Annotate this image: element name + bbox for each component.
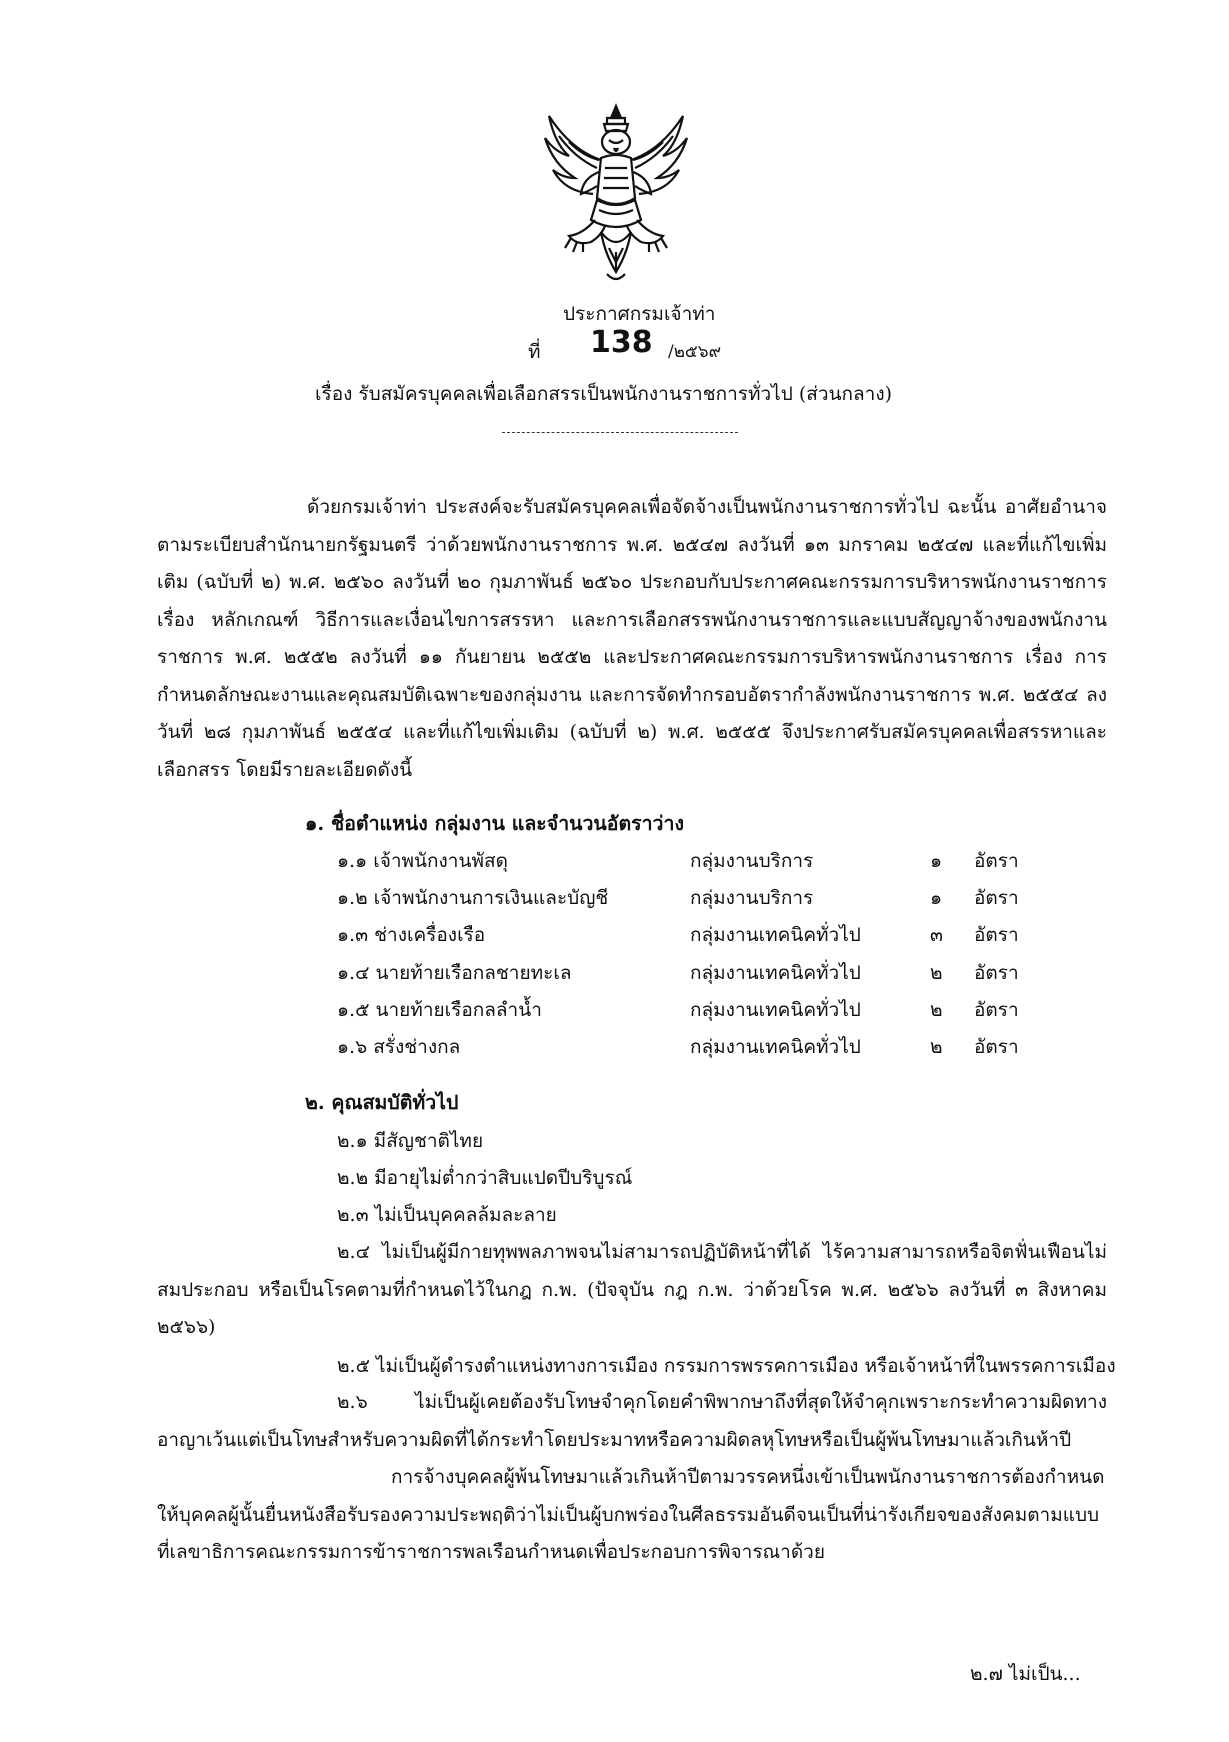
position-name: ๑.๓ ช่างเครื่องเรือ [337,924,486,946]
position-unit: อัตรา [974,924,1019,946]
position-count: ๑ [930,850,943,872]
position-name: ๑.๑ เจ้าพนักงานพัสดุ [337,850,508,872]
announcement-number: 138 [590,325,653,360]
position-count: ๓ [930,924,943,946]
continuation-marker: ๒.๗ ไม่เป็น... [970,1663,1081,1685]
position-row [0,849,1229,879]
intro-paragraph [157,489,1107,789]
position-group: กลุ่มงานบริการ [690,887,814,909]
position-unit: อัตรา [974,962,1019,984]
position-group: กลุ่มงานเทคนิคทั่วไป [690,924,861,946]
announcement-subject: เรื่อง รับสมัครบุคคลเพื่อเลือกสรรเป็นพนักงานราชการทั่วไป (ส่วนกลาง) [315,383,893,405]
position-unit: อัตรา [974,999,1019,1021]
position-count: ๒ [930,962,943,984]
position-row [0,923,1229,953]
position-row [0,1035,1229,1065]
position-name: ๑.๔ นายท้ายเรือกลชายทะเล [337,962,572,984]
position-group: กลุ่มงานเทคนิคทั่วไป [690,999,861,1021]
intro-text: ด้วยกรมเจ้าท่า ประสงค์จะรับสมัครบุคคลเพื่อจัดจ้างเป็นพนักงานราชการทั่วไป ฉะนั้น อาศัยอำนาจตามระเบียบสำนักนายกรัฐมนตรี ว่าด้วยพนักงานราชการ พ.ศ. ๒๕๔๗ ลงวันที่ ๑๓ มกราคม ๒๕๔๗ และที่แก้ไขเพิ่มเติม (ฉบับที่ ๒) พ.ศ. ๒๕๖๐ ลงวันที่ ๒๐ กุมภาพันธ์ ๒๕๖๐ ประกอบกับประกาศคณะกรรมการบริหารพนักงานราชการ เรื่อง หลักเกณฑ์ วิธีการและเงื่อนไขการสรรหา และการเลือกสรรพนักงานราชการและแบบสัญญาจ้างของพนักงานราชการ พ.ศ. ๒๕๕๒ ลงวันที่ ๑๑ กันยายน ๒๕๕๒ และประกาศคณะกรรมการบริหารพนักงานราชการ เรื่อง การกำหนดลักษณะงานและคุณสมบัติเฉพาะของกลุ่มงาน และการจัดทำกรอบอัตรากำลังพนักงานราชการ พ.ศ. ๒๕๕๔ ลงวันที่ ๒๘ กุมภาพันธ์ ๒๕๕๔ และที่แก้ไขเพิ่มเติม (ฉบับที่ ๒) พ.ศ. ๒๕๕๕ จึงประกาศรับสมัครบุคคลเพื่อสรรหาและเลือกสรร โดยมีรายละเอียดดังนี้ [157,496,1107,781]
position-name: ๑.๖ สรั่งช่างกล [337,1036,461,1058]
qualification-item: ๒.๓ ไม่เป็นบุคคลล้มละลาย [337,1204,557,1226]
announcement-year: /๒๕๖๙ [668,342,722,362]
position-count: ๑ [930,887,943,909]
position-unit: อัตรา [974,850,1019,872]
qualification-item: ๒.๖ ไม่เป็นผู้เคยต้องรับโทษจำคุกโดยคำพิพากษาถึงที่สุดให้จำคุกเพราะกระทำความผิดทางอาญาเว้นแต่เป็นโทษสำหรับความผิดที่ได้กระทำโดยประมาทหรือความผิดลหุโทษหรือเป็นผู้พ้นโทษมาแล้วเกินห้าปี [157,1391,1107,1451]
position-group: กลุ่มงานบริการ [690,850,814,872]
position-count: ๒ [930,999,943,1021]
qualification-item-block [157,1234,1107,1347]
position-row [0,998,1229,1028]
qualification-item: ๒.๑ มีสัญชาติไทย [337,1130,484,1152]
garuda-emblem-icon [541,102,691,292]
qualification-item: ๒.๒ มีอายุไม่ต่ำกว่าสิบแปดปีบริบูรณ์ [337,1167,633,1189]
position-group: กลุ่มงานเทคนิคทั่วไป [690,962,861,984]
position-count: ๒ [930,1036,943,1058]
qualification-item: ๒.๔ ไม่เป็นผู้มีกายทุพพลภาพจนไม่สามารถปฏิบัติหน้าที่ได้ ไร้ความสามารถหรือจิตฟั่นเฟือนไม่สมประกอบ หรือเป็นโรคตามที่กำหนดไว้ในกฎ ก.พ. (ปัจจุบัน กฎ ก.พ. ว่าด้วยโรค พ.ศ. ๒๕๖๖ ลงวันที่ ๓ สิงหาคม ๒๕๖๖) [157,1241,1107,1338]
header-divider [502,432,738,433]
qualification-note-block [157,1459,1107,1572]
position-name: ๑.๒ เจ้าพนักงานการเงินและบัญชี [337,887,609,909]
announcement-number-label: ที่ [528,341,541,363]
position-unit: อัตรา [974,887,1019,909]
qualification-item: ๒.๕ ไม่เป็นผู้ดำรงตำแหน่งทางการเมือง กรรมการพรรคการเมือง หรือเจ้าหน้าที่ในพรรคการเมือง [337,1355,1116,1377]
section-2-heading: ๒. คุณสมบัติทั่วไป [305,1091,459,1114]
position-name: ๑.๕ นายท้ายเรือกลลำน้ำ [337,999,542,1021]
position-row [0,886,1229,916]
qualification-note: การจ้างบุคคลผู้พ้นโทษมาแล้วเกินห้าปีตามวรรคหนึ่งเข้าเป็นพนักงานราชการต้องกำหนดให้บุคคลผู้นั้นยื่นหนังสือรับรองความประพฤติว่าไม่เป็นผู้บกพร่องในศีลธรรมอันดีจนเป็นที่น่ารังเกียจของสังคมตามแบบที่เลขาธิการคณะกรรมการข้าราชการพลเรือนกำหนดเพื่อประกอบการพิจารณาด้วย [157,1466,1105,1563]
position-row [0,961,1229,991]
qualification-item-block [157,1384,1107,1459]
position-unit: อัตรา [974,1036,1019,1058]
announcement-title: ประกาศกรมเจ้าท่า [563,303,716,325]
position-group: กลุ่มงานเทคนิคทั่วไป [690,1036,861,1058]
section-1-heading: ๑. ชื่อตำแหน่ง กลุ่มงาน และจำนวนอัตราว่าง [305,812,684,835]
